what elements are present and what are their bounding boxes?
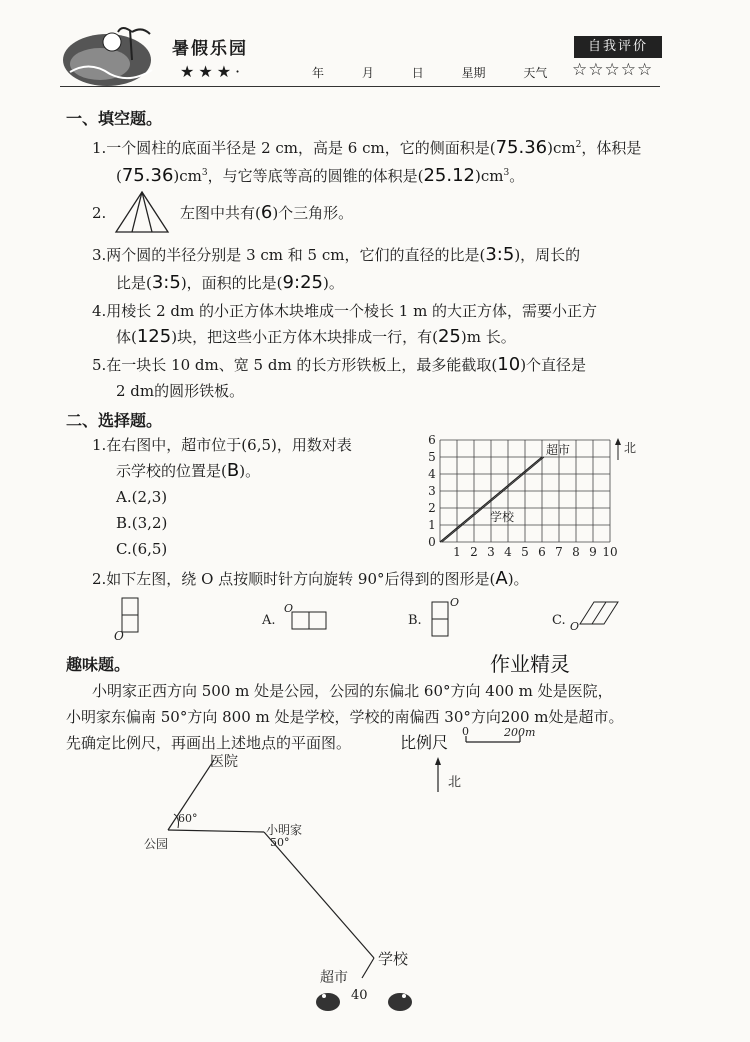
q1-3-text: )。 (322, 274, 344, 292)
x-tick-10: 10 (602, 545, 618, 559)
q1-1-line2: $(75.36)cm^3$，与它等底等高的圆锥的体积是$(25.12)cm^3$。 (116, 165, 525, 186)
option-a-point-o: O (284, 602, 294, 615)
rotation-option-a-label: A. (262, 613, 276, 628)
scale-zero: 0 (462, 725, 469, 738)
scale-bar (460, 724, 560, 752)
x-tick-7: 7 (555, 545, 563, 559)
y-tick-1: 1 (428, 518, 436, 532)
q1-3-text: 比是( (116, 274, 152, 292)
fun-line1: 小明家正西方向 500 m 处是公园，公园的东偏北 60°方向 400 m 处是医院， (92, 682, 613, 700)
q1-4-text: )m 长。 (460, 328, 516, 346)
grid-north-label: 北 (624, 441, 637, 455)
answer-area-ratio: 9:25 (282, 272, 323, 293)
section2-heading: 二、选择题。 (66, 411, 163, 430)
q1-2-num: 2. (92, 204, 107, 222)
answer-rotation: A (495, 568, 508, 589)
q1-3-text: 3.两个圆的半径分别是 3 cm 和 5 cm，它们的直径的比是( (92, 246, 486, 264)
answer-row-length: 25 (437, 326, 461, 347)
option-c: C.(6,5) (116, 540, 168, 558)
answer-diameter-ratio: 3:5 (485, 244, 515, 265)
map-market-label: 超市 (320, 970, 348, 986)
grid-market-label: 超市 (546, 443, 571, 457)
header-divider (60, 86, 660, 87)
map-park-label: 公园 (144, 837, 169, 851)
x-tick-4: 4 (504, 545, 512, 559)
q2-2-text: 2.如下左图，绕 O 点按顺时针方向旋转 90°后得到的图形是( (92, 570, 496, 588)
y-tick-5: 5 (428, 450, 436, 464)
date-month-label: 月 (361, 66, 374, 80)
q1-1-text: )cm (173, 167, 202, 185)
option-b-point-o: O (450, 596, 460, 609)
fun-line2: 小明家东偏南 50°方向 800 m 处是学校，学校的南偏西 30°方向200 m处是超市。 (66, 708, 624, 726)
q1-4-text: )块，把这些小正方体木块排成一行，有( (171, 328, 438, 346)
q1-3-text: )，周长的 (514, 246, 581, 264)
scale-distance: 200m (504, 726, 536, 739)
q1-2-text: 左图中共有( (180, 204, 261, 222)
q1-4-text: 体( (116, 328, 137, 346)
triangle-figure (114, 190, 170, 234)
scale-label: 比例尺 (400, 733, 449, 752)
date-day-label: 日 (411, 66, 424, 80)
map-school-label: 学校 (378, 950, 409, 968)
q2-1-text: 示学校的位置是( (116, 462, 227, 480)
answer-volume: 75.36 (121, 165, 174, 186)
map-angle-50: 50° (270, 836, 290, 849)
rotation-figures (110, 594, 670, 644)
option-c-point-o: O (570, 620, 580, 633)
x-tick-9: 9 (589, 545, 597, 559)
q2-1-line1: 1.在右图中，超市位于(6,5)，用数对表 (92, 436, 352, 454)
answer-triangle-count: 6 (260, 202, 273, 223)
option-b: B.(3,2) (116, 514, 168, 532)
q1-5-text: 5.在一块长 10 dm、宽 5 dm 的长方形铁板上，最多能截取( (92, 356, 498, 374)
option-a: A.(2,3) (116, 488, 168, 506)
grid-school-label: 学校 (490, 510, 515, 524)
date-year-label: 年 (312, 66, 325, 80)
rotation-option-c-label: C. (552, 613, 566, 628)
q1-2-line (180, 202, 353, 224)
x-tick-1: 1 (453, 545, 461, 559)
q1-1-text: ，与它等底等高的圆锥的体积是( (207, 167, 424, 185)
header-title: 暑假乐园 (172, 39, 248, 59)
q1-3-line2 (116, 272, 344, 294)
header-stars: ★★★· (180, 62, 245, 81)
map-angle-60: 60° (178, 812, 198, 825)
map-north-label: 北 (448, 775, 462, 790)
date-fields (312, 64, 581, 81)
answer-cube-count: 125 (136, 326, 172, 347)
q1-3-text: )，面积的比是( (180, 274, 283, 292)
q1-2-text: )个三角形。 (272, 204, 354, 222)
answer-circumference-ratio: 3:5 (151, 272, 181, 293)
x-tick-8: 8 (572, 545, 580, 559)
y-tick-2: 2 (428, 501, 436, 515)
q1-5-line2: 2 dm的圆形铁板。 (116, 382, 245, 400)
answer-school-coordinate: B (226, 460, 240, 481)
date-weather-label: 天气 (523, 66, 548, 80)
x-tick-0: 0 (428, 535, 436, 549)
q1-4-line1: 4.用棱长 2 dm 的小正方体木块堆成一个棱长 1 m 的大正方体，需要小正方 (92, 302, 598, 320)
map-home-label: 小明家 (266, 823, 303, 837)
q2-1-text: )。 (239, 462, 261, 480)
answer-cone-volume: 25.12 (423, 165, 475, 186)
answer-lateral-area: 75.36 (495, 137, 548, 158)
date-weekday-label: 星期 (461, 66, 486, 80)
self-eval-stars: ☆☆☆☆☆ (572, 60, 654, 80)
fun-line3: 先确定比例尺，再画出上述地点的平面图。 (66, 734, 352, 752)
handwritten-tag: 作业精灵 (490, 652, 570, 676)
q1-5-text: )个直径是 (520, 356, 587, 374)
header-illustration (60, 20, 155, 88)
self-eval-badge: 自我评价 (574, 36, 662, 58)
hand-drawn-map (130, 748, 430, 998)
original-point-o: O (114, 629, 124, 643)
map-hospital-label: 医院 (210, 754, 238, 770)
q1-1-text: )cm (475, 167, 504, 185)
section1-heading: 一、填空题。 (66, 109, 163, 128)
q2-1-line2 (116, 460, 260, 482)
y-tick-6: 6 (428, 433, 436, 447)
answer-disc-count: 10 (497, 354, 521, 375)
rotation-option-b-label: B. (408, 613, 422, 628)
q1-1-text: )cm (547, 139, 576, 157)
q1-1-text: 1.一个圆柱的底面半径是 2 cm，高是 6 cm，它的侧面积是( (92, 139, 496, 157)
x-tick-6: 6 (538, 545, 546, 559)
q2-2-line (92, 568, 529, 590)
q1-1-line1: 1.一个圆柱的底面半径是 2 cm，高是 6 cm，它的侧面积是$(75.36)cm^2$，体积是 (92, 137, 642, 158)
q1-5-line1 (92, 354, 586, 376)
q1-4-line2 (116, 326, 516, 348)
q2-2-text: )。 (507, 570, 529, 588)
page-number: 40 (351, 988, 368, 1003)
x-tick-2: 2 (470, 545, 478, 559)
q1-1-text: ，体积是 (581, 139, 642, 157)
y-tick-4: 4 (428, 467, 436, 481)
q1-3-line1 (92, 244, 580, 266)
y-tick-3: 3 (428, 484, 436, 498)
section3-heading: 趣味题。 (66, 655, 131, 674)
map-north-arrow (430, 756, 470, 796)
x-tick-3: 3 (487, 545, 495, 559)
coordinate-grid (420, 432, 650, 562)
x-tick-5: 5 (521, 545, 529, 559)
